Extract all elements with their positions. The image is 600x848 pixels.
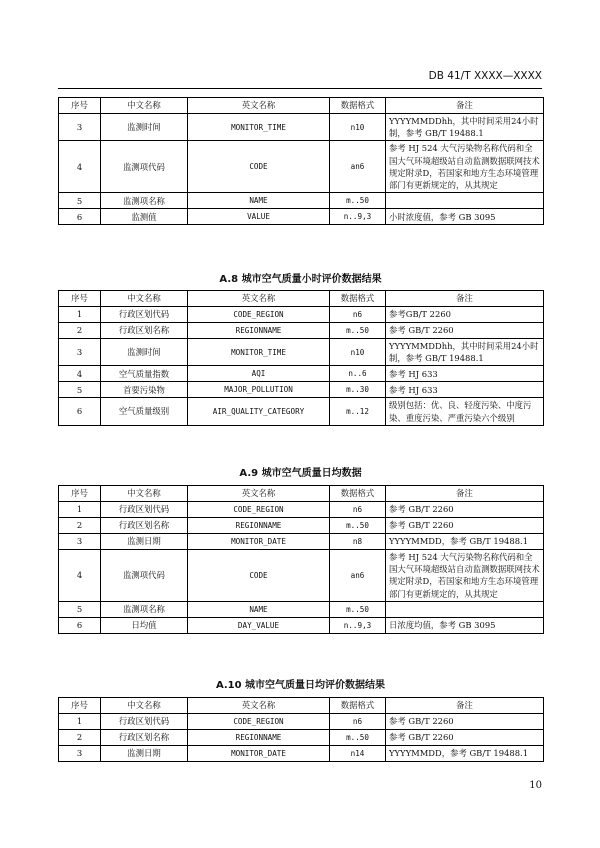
page-number: 10 xyxy=(529,780,542,791)
cell-no: 6 xyxy=(59,617,101,633)
cell-fmt: n14 xyxy=(330,746,386,762)
column-header: 序号 xyxy=(59,486,101,502)
cell-en: CODE_REGION xyxy=(188,502,330,518)
cell-en: CODE xyxy=(188,141,330,193)
cell-no: 6 xyxy=(59,398,101,425)
cell-note: YYYYMMDDhh，其中时间采用24小时制，参考 GB/T 19488.1 xyxy=(386,339,544,366)
cell-en: MONITOR_DATE xyxy=(188,746,330,762)
cell-cn: 监测值 xyxy=(101,209,188,225)
cell-note: 参考 HJ 524 大气污染物名称代码和全国大气环境超级站自动监测数据联网技术规定附录D，若国家和地方生态环境管理部门有更新规定的，从其规定 xyxy=(386,141,544,193)
table-row xyxy=(59,114,544,141)
table-row xyxy=(59,534,544,550)
cell-cn: 日均值 xyxy=(101,617,188,633)
cell-en: MONITOR_TIME xyxy=(188,114,330,141)
cell-note: 参考 GB/T 2260 xyxy=(386,502,544,518)
column-header: 数据格式 xyxy=(330,486,386,502)
cell-cn: 空气质量指数 xyxy=(101,366,188,382)
cell-en: MAJOR_POLLUTION xyxy=(188,382,330,398)
cell-fmt: n6 xyxy=(330,714,386,730)
table-row xyxy=(59,307,544,323)
cell-no: 4 xyxy=(59,366,101,382)
cell-en: AQI xyxy=(188,366,330,382)
cell-no: 1 xyxy=(59,307,101,323)
table-title-a9: A.9 城市空气质量日均数据 xyxy=(239,468,362,479)
cell-no: 4 xyxy=(59,141,101,193)
table-header-row xyxy=(59,291,544,307)
cell-en: REGIONNAME xyxy=(188,518,330,534)
cell-cn: 监测项名称 xyxy=(101,193,188,209)
cell-no: 2 xyxy=(59,730,101,746)
table-row xyxy=(59,518,544,534)
cell-fmt: an6 xyxy=(330,550,386,602)
column-header: 中文名称 xyxy=(101,486,188,502)
table-row xyxy=(59,601,544,617)
cell-fmt: n8 xyxy=(330,534,386,550)
cell-en: MONITOR_DATE xyxy=(188,534,330,550)
cell-no: 3 xyxy=(59,746,101,762)
table-header-row xyxy=(59,486,544,502)
cell-en: CODE xyxy=(188,550,330,602)
data-table-a9 xyxy=(58,485,544,634)
column-header: 中文名称 xyxy=(101,98,188,114)
cell-cn: 监测项名称 xyxy=(101,601,188,617)
cell-cn: 行政区划代码 xyxy=(101,502,188,518)
column-header: 英文名称 xyxy=(188,291,330,307)
table-title-a10: A.10 城市空气质量日均评价数据结果 xyxy=(215,680,386,691)
table-row xyxy=(59,398,544,425)
cell-en: DAY_VALUE xyxy=(188,617,330,633)
data-table-a10 xyxy=(58,697,544,762)
data-table-a8 xyxy=(58,290,544,426)
cell-no: 1 xyxy=(59,714,101,730)
cell-cn: 行政区划代码 xyxy=(101,307,188,323)
cell-en: AIR_QUALITY_CATEGORY xyxy=(188,398,330,425)
cell-no: 2 xyxy=(59,518,101,534)
cell-fmt: an6 xyxy=(330,141,386,193)
cell-fmt: n10 xyxy=(330,114,386,141)
table-row xyxy=(59,746,544,762)
table-row xyxy=(59,617,544,633)
table-row xyxy=(59,714,544,730)
cell-note: 参考 GB/T 2260 xyxy=(386,730,544,746)
cell-note: 级别包括：优、良、轻度污染、中度污染、重度污染、严重污染六个级别 xyxy=(386,398,544,425)
table-row xyxy=(59,209,544,225)
cell-no: 1 xyxy=(59,502,101,518)
cell-cn: 首要污染物 xyxy=(101,382,188,398)
cell-fmt: n..9,3 xyxy=(330,209,386,225)
cell-note: 日浓度均值，参考 GB 3095 xyxy=(386,617,544,633)
cell-fmt: n6 xyxy=(330,502,386,518)
cell-cn: 行政区划代码 xyxy=(101,714,188,730)
cell-cn: 监测时间 xyxy=(101,114,188,141)
cell-no: 2 xyxy=(59,323,101,339)
cell-fmt: n10 xyxy=(330,339,386,366)
column-header: 序号 xyxy=(59,698,101,714)
document-id: DB 41/T XXXX—XXXX xyxy=(428,70,542,82)
cell-en: MONITOR_TIME xyxy=(188,339,330,366)
table-row xyxy=(59,550,544,602)
cell-no: 5 xyxy=(59,601,101,617)
column-header: 备注 xyxy=(386,486,544,502)
header-rule xyxy=(58,88,542,89)
table-header-row xyxy=(59,698,544,714)
cell-no: 4 xyxy=(59,550,101,602)
cell-fmt: m..50 xyxy=(330,193,386,209)
column-header: 序号 xyxy=(59,291,101,307)
column-header: 数据格式 xyxy=(330,98,386,114)
table-row xyxy=(59,339,544,366)
cell-fmt: m..50 xyxy=(330,323,386,339)
cell-note: 参考GB/T 2260 xyxy=(386,307,544,323)
cell-no: 3 xyxy=(59,339,101,366)
cell-fmt: m..50 xyxy=(330,518,386,534)
cell-note: 参考 HJ 633 xyxy=(386,366,544,382)
table-row xyxy=(59,502,544,518)
cell-fmt: n6 xyxy=(330,307,386,323)
cell-en: NAME xyxy=(188,193,330,209)
column-header: 备注 xyxy=(386,698,544,714)
cell-en: CODE_REGION xyxy=(188,714,330,730)
cell-note: YYYYMMDDhh，其中时间采用24小时制，参考 GB/T 19488.1 xyxy=(386,114,544,141)
cell-cn: 空气质量级别 xyxy=(101,398,188,425)
column-header: 中文名称 xyxy=(101,291,188,307)
column-header: 英文名称 xyxy=(188,486,330,502)
column-header: 英文名称 xyxy=(188,98,330,114)
cell-fmt: m..12 xyxy=(330,398,386,425)
table-row xyxy=(59,193,544,209)
cell-en: VALUE xyxy=(188,209,330,225)
cell-en: REGIONNAME xyxy=(188,323,330,339)
cell-cn: 行政区划名称 xyxy=(101,323,188,339)
cell-note: 参考 GB/T 2260 xyxy=(386,323,544,339)
cell-no: 5 xyxy=(59,193,101,209)
cell-cn: 监测日期 xyxy=(101,746,188,762)
table-row xyxy=(59,382,544,398)
cell-note: 参考 HJ 633 xyxy=(386,382,544,398)
cell-note: YYYYMMDD，参考 GB/T 19488.1 xyxy=(386,534,544,550)
table-row xyxy=(59,323,544,339)
table-title-a8: A.8 城市空气质量小时评价数据结果 xyxy=(219,274,382,285)
column-header: 序号 xyxy=(59,98,101,114)
cell-no: 3 xyxy=(59,114,101,141)
column-header: 中文名称 xyxy=(101,698,188,714)
table-row xyxy=(59,730,544,746)
column-header: 英文名称 xyxy=(188,698,330,714)
cell-note xyxy=(386,193,544,209)
table-header-row xyxy=(59,98,544,114)
cell-en: REGIONNAME xyxy=(188,730,330,746)
cell-no: 6 xyxy=(59,209,101,225)
cell-no: 5 xyxy=(59,382,101,398)
table-row xyxy=(59,141,544,193)
cell-en: NAME xyxy=(188,601,330,617)
cell-cn: 监测日期 xyxy=(101,534,188,550)
cell-note: 小时浓度值，参考 GB 3095 xyxy=(386,209,544,225)
cell-note: 参考 GB/T 2260 xyxy=(386,714,544,730)
cell-note xyxy=(386,601,544,617)
cell-fmt: m..50 xyxy=(330,730,386,746)
cell-note: 参考 GB/T 2260 xyxy=(386,518,544,534)
cell-cn: 监测时间 xyxy=(101,339,188,366)
cell-note: YYYYMMDD，参考 GB/T 19488.1 xyxy=(386,746,544,762)
cell-fmt: n..9,3 xyxy=(330,617,386,633)
cell-cn: 行政区划名称 xyxy=(101,518,188,534)
cell-fmt: m..50 xyxy=(330,601,386,617)
data-table-continued xyxy=(58,97,544,225)
cell-cn: 监测项代码 xyxy=(101,550,188,602)
cell-cn: 监测项代码 xyxy=(101,141,188,193)
column-header: 数据格式 xyxy=(330,698,386,714)
cell-cn: 行政区划名称 xyxy=(101,730,188,746)
cell-no: 3 xyxy=(59,534,101,550)
cell-note: 参考 HJ 524 大气污染物名称代码和全国大气环境超级站自动监测数据联网技术规定附录D，若国家和地方生态环境管理部门有更新规定的，从其规定 xyxy=(386,550,544,602)
table-row xyxy=(59,366,544,382)
cell-fmt: m..30 xyxy=(330,382,386,398)
column-header: 数据格式 xyxy=(330,291,386,307)
column-header: 备注 xyxy=(386,98,544,114)
column-header: 备注 xyxy=(386,291,544,307)
cell-fmt: n..6 xyxy=(330,366,386,382)
cell-en: CODE_REGION xyxy=(188,307,330,323)
